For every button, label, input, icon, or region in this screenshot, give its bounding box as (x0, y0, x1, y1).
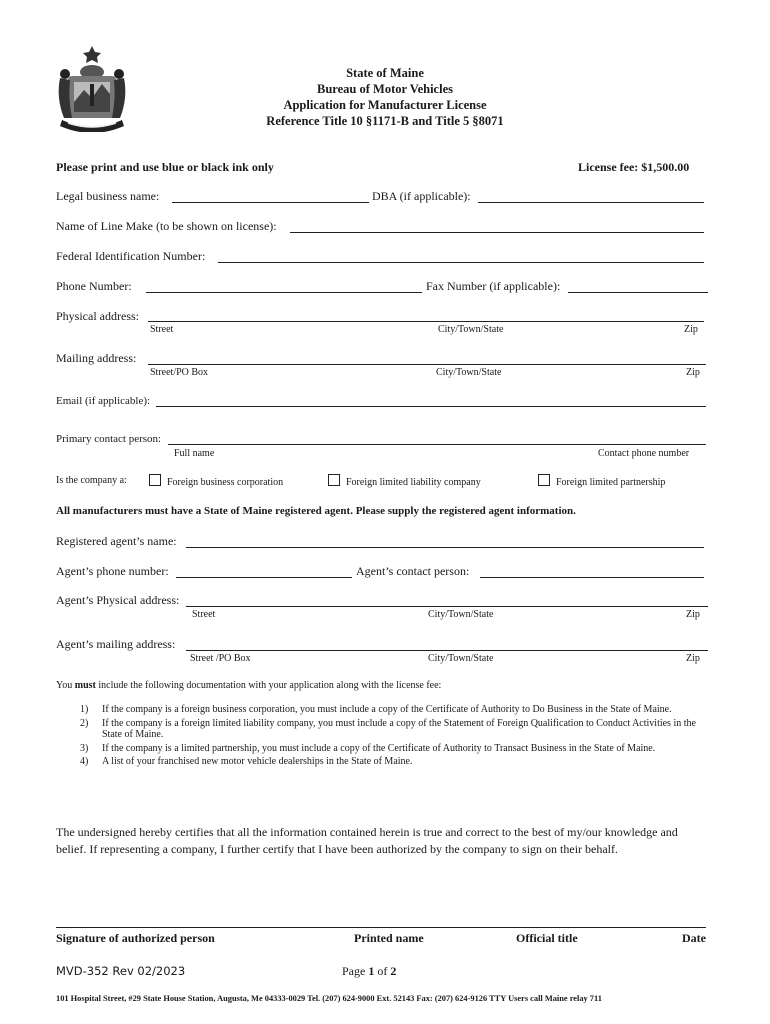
documentation-item (56, 756, 706, 768)
documentation-item-number: 1) (80, 704, 89, 715)
documentation-item-number: 3) (80, 742, 89, 754)
agent-physical-zip-sublabel: Zip (686, 609, 700, 620)
agent-name-field[interactable] (186, 547, 704, 548)
footer-address: 101 Hospital Street, #29 State House Station, Augusta, Me 04333-0029 Tel. (207) 624-9000 Ext. 52143 Fax: (207) 624-9126 TTY Users call Maine relay 711 (56, 994, 602, 1003)
page-number (342, 964, 396, 979)
documentation-item-text: If the company is a foreign business corporation, you must include a copy of the Certificate of Authority to Do Business in the State of Maine. (102, 704, 672, 715)
documentation-item-text: A list of your franchised new motor vehicle dealerships in the State of Maine. (102, 756, 413, 767)
fax-label: Fax Number (if applicable): (426, 279, 561, 293)
fein-label: Federal Identification Number: (56, 249, 206, 263)
ink-instructions: Please print and use blue or black ink only (56, 160, 274, 174)
agent-phone-field[interactable] (176, 577, 352, 578)
documentation-intro-pre: You (56, 680, 75, 691)
documentation-item-number: 4) (80, 756, 89, 767)
legal-name-field[interactable] (172, 202, 369, 203)
agent-mailing-label: Agent’s mailing address: (56, 637, 176, 651)
signature-line[interactable] (56, 927, 706, 928)
primary-contact-label: Primary contact person: (56, 433, 162, 445)
physical-street-sublabel: Street (150, 324, 174, 335)
agent-mailing-city-sublabel: City/Town/State (428, 653, 494, 664)
foreign-lp-checkbox[interactable] (538, 474, 550, 486)
certification-text: The undersigned hereby certifies that all the information contained herein is true and correct to the best of my/our knowledge and belief. If representing a company, I further certify that I have been authorized by the company to sign on their behalf. (56, 825, 678, 856)
mailing-city-sublabel: City/Town/State (436, 367, 502, 378)
email-label: Email (if applicable): (56, 395, 151, 407)
agent-physical-city-sublabel: City/Town/State (428, 609, 494, 620)
header-line-3: Application for Manufacturer License (283, 98, 487, 112)
date-label: Date (682, 931, 706, 945)
agent-mailing-street-sublabel: Street /PO Box (190, 653, 251, 664)
fein-field[interactable] (218, 262, 704, 263)
page-current: 1 (368, 964, 375, 978)
documentation-item (56, 718, 706, 741)
documentation-item (56, 704, 706, 716)
physical-address-field[interactable] (148, 321, 704, 322)
agent-phone-label: Agent’s phone number: (56, 564, 169, 578)
agent-contact-field[interactable] (480, 577, 704, 578)
foreign-corporation-label: Foreign business corporation (167, 477, 284, 488)
page-total: 2 (390, 964, 397, 978)
physical-zip-sublabel: Zip (684, 324, 698, 335)
documentation-item (56, 743, 706, 755)
signature-label: Signature of authorized person (56, 931, 215, 945)
printed-name-label: Printed name (354, 931, 424, 945)
phone-field[interactable] (146, 292, 422, 293)
header-line-2: Bureau of Motor Vehicles (317, 82, 453, 96)
email-field[interactable] (156, 406, 706, 407)
agent-physical-street-sublabel: Street (192, 609, 216, 620)
dba-field[interactable] (478, 202, 704, 203)
documentation-intro-must: must (74, 680, 96, 691)
page-prefix: Page (342, 964, 369, 978)
header-line-1: State of Maine (346, 66, 424, 80)
documentation-item-number: 2) (80, 717, 89, 729)
foreign-llc-option[interactable] (328, 474, 481, 488)
agent-physical-label: Agent’s Physical address: (56, 593, 180, 607)
foreign-corporation-checkbox[interactable] (149, 474, 161, 486)
physical-city-sublabel: City/Town/State (438, 324, 504, 335)
license-fee: License fee: $1,500.00 (578, 160, 690, 174)
agent-mailing-field[interactable] (186, 650, 708, 651)
legal-name-label: Legal business name: (56, 189, 160, 203)
physical-address-label: Physical address: (56, 309, 139, 323)
full-name-sublabel: Full name (174, 448, 215, 459)
mailing-street-sublabel: Street/PO Box (150, 367, 209, 378)
contact-phone-sublabel: Contact phone number (598, 448, 690, 459)
agent-mailing-zip-sublabel: Zip (686, 653, 700, 664)
form-id: MVD-352 Rev 02/2023 (56, 964, 186, 978)
header-line-4: Reference Title 10 §1171-B and Title 5 §8071 (266, 114, 504, 128)
line-make-label: Name of Line Make (to be shown on license): (56, 219, 277, 233)
fax-field[interactable] (568, 292, 708, 293)
primary-contact-field[interactable] (168, 444, 706, 445)
documentation-item-text: If the company is a foreign limited liability company, you must include a copy of the Statement of Foreign Qualification to Conduct Activities in the State of Maine. (102, 717, 696, 740)
foreign-llc-checkbox[interactable] (328, 474, 340, 486)
mailing-address-field[interactable] (148, 364, 706, 365)
official-title-label: Official title (516, 931, 578, 945)
registered-agent-notice: All manufacturers must have a State of Maine registered agent. Please supply the registered agent information. (56, 505, 576, 517)
agent-physical-field[interactable] (186, 606, 708, 607)
documentation-item-text: If the company is a limited partnership, you must include a copy of the Certificate of Authority to Transact Business in the State of Maine. (102, 742, 656, 754)
page-of: of (374, 964, 391, 978)
phone-label: Phone Number: (56, 279, 132, 293)
mailing-address-label: Mailing address: (56, 351, 137, 365)
foreign-corporation-option[interactable] (149, 474, 283, 488)
foreign-lp-label: Foreign limited partnership (556, 477, 666, 488)
company-type-label: Is the company a: (56, 475, 127, 486)
documentation-list (56, 704, 706, 770)
documentation-intro (56, 680, 441, 691)
dba-label: DBA (if applicable): (372, 189, 471, 203)
agent-contact-label: Agent’s contact person: (356, 564, 470, 578)
agent-name-label: Registered agent’s name: (56, 534, 177, 548)
foreign-lp-option[interactable] (538, 474, 665, 488)
mailing-zip-sublabel: Zip (686, 367, 700, 378)
line-make-field[interactable] (290, 232, 704, 233)
documentation-intro-post: include the following documentation with your application along with the license fee: (95, 680, 442, 691)
foreign-llc-label: Foreign limited liability company (346, 477, 481, 488)
